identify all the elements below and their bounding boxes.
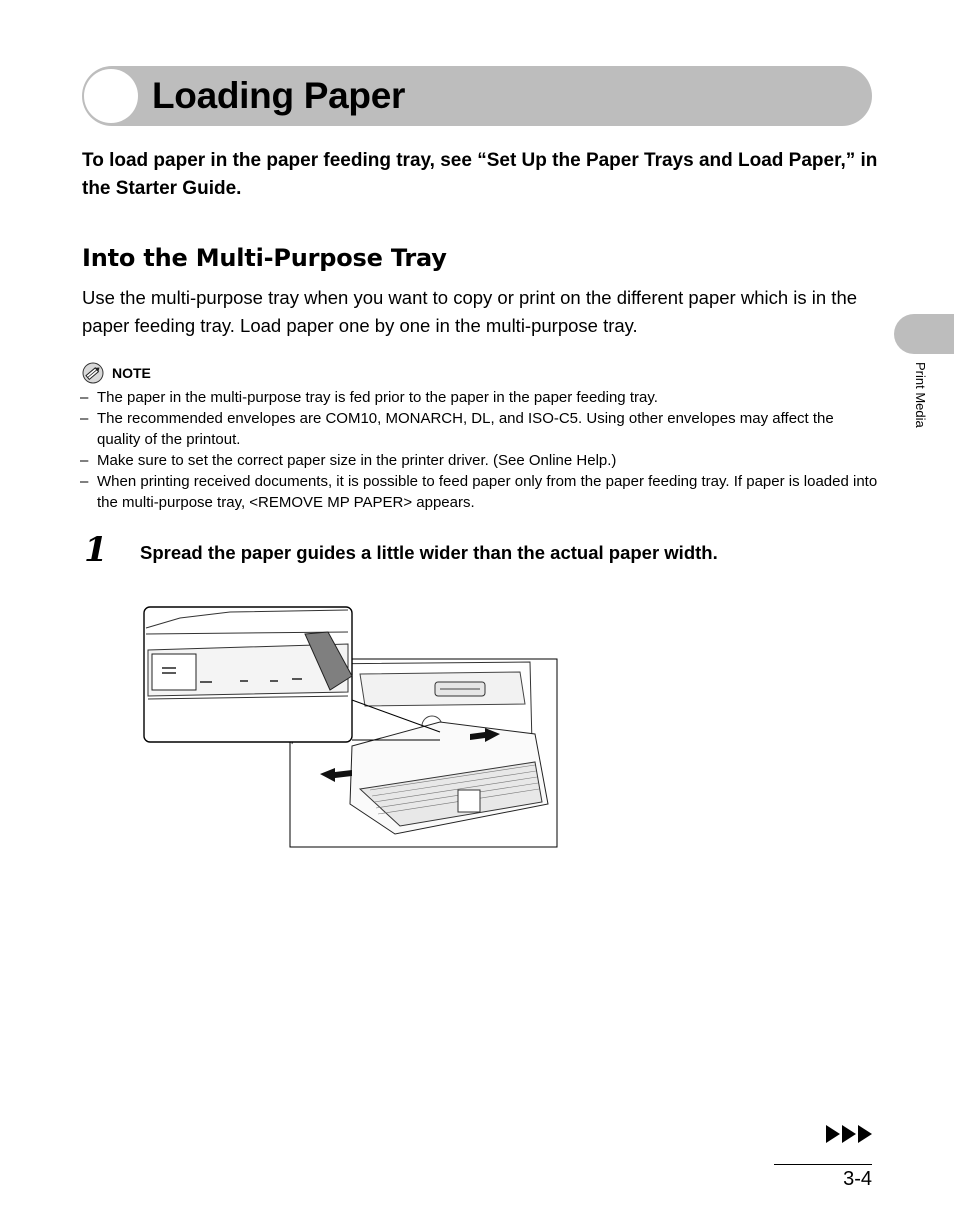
note-dash: – [80, 452, 89, 469]
side-tab-label: Print Media [913, 362, 928, 428]
step-number: 1 [84, 530, 108, 570]
step-text: Spread the paper guides a little wider than the actual paper width. [140, 542, 718, 563]
note-item-text: The recommended envelopes are COM10, MONARCH, DL, and ISO-C5. Using other envelopes may affect the quality of the printout. [97, 410, 834, 448]
pencil-note-icon [82, 362, 104, 384]
note-header [82, 362, 151, 384]
page-number: 3-4 [843, 1168, 872, 1190]
side-tab [894, 314, 954, 354]
note-dash: – [80, 389, 89, 406]
note-label: NOTE [112, 365, 151, 381]
footer-rule [774, 1164, 872, 1165]
section-body: Use the multi-purpose tray when you want to copy or print on the different paper which is in the paper feeding tray. Load paper one by one in the multi-purpose tray. [82, 287, 858, 336]
note-dash: – [80, 473, 89, 490]
note-list [80, 387, 880, 513]
note-item [80, 408, 880, 450]
note-item [80, 450, 880, 471]
section-heading: Into the Multi-Purpose Tray [82, 244, 447, 272]
note-item [80, 471, 880, 513]
title-circle [84, 69, 138, 123]
note-item-text: The paper in the multi-purpose tray is fed prior to the paper in the paper feeding tray. [97, 389, 658, 406]
page-title: Loading Paper [152, 75, 406, 116]
note-item-text: When printing received documents, it is possible to feed paper only from the paper feeding tray. If paper is loaded into the multi-purpose tray, <REMOVE MP PAPER> appears. [97, 473, 878, 511]
intro-text: To load paper in the paper feeding tray, see “Set Up the Paper Trays and Load Paper,” in the Starter Guide. [82, 150, 878, 199]
note-item-text: Make sure to set the correct paper size in the printer driver. (See Online Help.) [97, 452, 617, 469]
printer-tray-illustration [140, 604, 560, 850]
continue-arrows-icon [826, 1124, 874, 1144]
note-dash: – [80, 410, 89, 427]
note-item [80, 387, 880, 408]
